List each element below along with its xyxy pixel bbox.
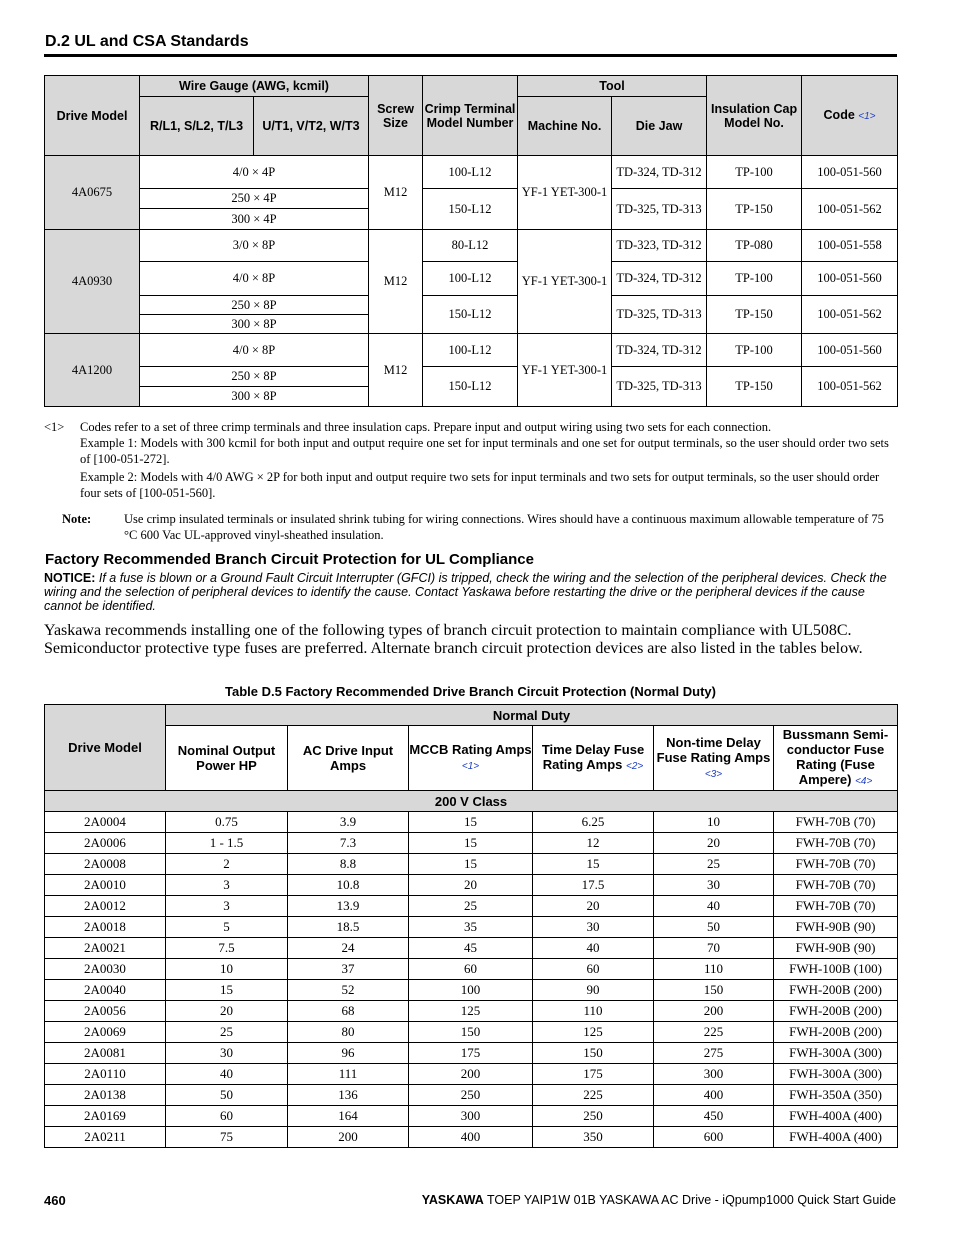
header-input-amps: AC Drive Input Amps: [288, 726, 409, 791]
screw-size: M12: [369, 334, 423, 407]
input-amps-cell: 13.9: [288, 896, 409, 917]
table-row: [45, 980, 898, 1001]
non-time-delay-fuse-cell: 150: [654, 980, 774, 1001]
drive-model-cell: 2A0008: [45, 854, 166, 875]
mccb-rating-cell: 20: [409, 875, 533, 896]
footer-title: TOEP YAIP1W 01B YASKAWA AC Drive - iQpump1000 Quick Start Guide: [487, 1193, 896, 1207]
table-caption: Table D.5 Factory Recommended Drive Branch Circuit Protection (Normal Duty): [225, 684, 716, 699]
time-delay-fuse-cell: 90: [533, 980, 654, 1001]
crimp-terminal: 100-L12: [423, 262, 518, 296]
mccb-rating-cell: 200: [409, 1064, 533, 1085]
crimp-terminal: 100-L12: [423, 156, 518, 189]
code: 100-051-558: [802, 230, 898, 262]
code: 100-051-560: [802, 156, 898, 189]
input-amps-cell: 7.3: [288, 833, 409, 854]
mccb-rating-cell: 175: [409, 1043, 533, 1064]
non-time-delay-fuse-cell: 10: [654, 812, 774, 833]
nominal-power-cell: 30: [166, 1043, 288, 1064]
mccb-rating-cell: 15: [409, 812, 533, 833]
header-die-jaw: Die Jaw: [612, 97, 707, 156]
footnote-ref: <1>: [461, 761, 480, 772]
non-time-delay-fuse-cell: 20: [654, 833, 774, 854]
table-row: [45, 1127, 898, 1148]
nominal-power-cell: 2: [166, 854, 288, 875]
mccb-rating-cell: 45: [409, 938, 533, 959]
notice-label: NOTICE:: [44, 571, 96, 585]
header-drive-model: Drive Model: [45, 705, 166, 791]
code: 100-051-560: [802, 262, 898, 296]
code: 100-051-562: [802, 296, 898, 334]
screw-size: M12: [369, 156, 423, 230]
nominal-power-cell: 0.75: [166, 812, 288, 833]
table-row: [45, 833, 898, 854]
wire-size: 250 × 8P: [140, 296, 369, 315]
non-time-delay-fuse-cell: 450: [654, 1106, 774, 1127]
footnote-ref: <2>: [626, 761, 644, 772]
drive-model-cell: 2A0006: [45, 833, 166, 854]
header-bussmann-fuse: Bussmann Semi-conductor Fuse Rating (Fuse Ampere) <4>: [774, 726, 898, 791]
time-delay-fuse-cell: 40: [533, 938, 654, 959]
code: 100-051-560: [802, 334, 898, 367]
footnote-marker: <1>: [44, 420, 65, 434]
crimp-terminal: 80-L12: [423, 230, 518, 262]
die-jaw: TD-323, TD-312: [612, 230, 707, 262]
bussmann-fuse-cell: FWH-70B (70): [774, 833, 898, 854]
section-rule: [44, 54, 897, 57]
crimp-terminal: 150-L12: [423, 296, 518, 334]
time-delay-fuse-cell: 12: [533, 833, 654, 854]
mccb-rating-cell: 150: [409, 1022, 533, 1043]
table-row: [45, 1106, 898, 1127]
bussmann-fuse-cell: FWH-200B (200): [774, 980, 898, 1001]
wire-size: 300 × 8P: [140, 387, 369, 407]
drive-model-cell: 2A0010: [45, 875, 166, 896]
insulation-cap: TP-100: [707, 334, 802, 367]
drive-model-cell: 2A0012: [45, 896, 166, 917]
insulation-cap: TP-100: [707, 156, 802, 189]
time-delay-fuse-cell: 17.5: [533, 875, 654, 896]
drive-model-cell: 2A0081: [45, 1043, 166, 1064]
input-amps-cell: 37: [288, 959, 409, 980]
wire-size: 300 × 8P: [140, 315, 369, 334]
mccb-rating-cell: 400: [409, 1127, 533, 1148]
insulation-cap: TP-080: [707, 230, 802, 262]
screw-size: M12: [369, 230, 423, 334]
notice: [44, 571, 900, 613]
branch-protection-table: [44, 704, 898, 1148]
subheading: Factory Recommended Branch Circuit Protection for UL Compliance: [45, 551, 534, 568]
mccb-rating-cell: 15: [409, 833, 533, 854]
note-text: Use crimp insulated terminals or insulated shrink tubing for wiring connections. Wires should have a continuous maximum allowable temperature of 75 °C 600 Vac UL-approved vinyl-sheathed insulation.: [124, 512, 884, 542]
drive-model-cell: 2A0110: [45, 1064, 166, 1085]
header-machine-no: Machine No.: [518, 97, 612, 156]
wire-size: 4/0 × 8P: [140, 334, 369, 367]
table-body: [45, 812, 898, 1148]
drive-model-cell: 2A0138: [45, 1085, 166, 1106]
drive-model-cell: 2A0069: [45, 1022, 166, 1043]
drive-model-cell: 2A0056: [45, 1001, 166, 1022]
nominal-power-cell: 25: [166, 1022, 288, 1043]
table-row: [45, 938, 898, 959]
drive-model-cell: 2A0018: [45, 917, 166, 938]
input-amps-cell: 52: [288, 980, 409, 1001]
time-delay-fuse-cell: 250: [533, 1106, 654, 1127]
input-amps-cell: 80: [288, 1022, 409, 1043]
nominal-power-cell: 7.5: [166, 938, 288, 959]
time-delay-fuse-cell: 125: [533, 1022, 654, 1043]
table-row: [45, 875, 898, 896]
header-non-time-delay-fuse: Non-time Delay Fuse Rating Amps <3>: [654, 726, 774, 791]
nominal-power-cell: 60: [166, 1106, 288, 1127]
non-time-delay-fuse-cell: 225: [654, 1022, 774, 1043]
insulation-cap: TP-100: [707, 262, 802, 296]
nominal-power-cell: 1 - 1.5: [166, 833, 288, 854]
bussmann-fuse-cell: FWH-300A (300): [774, 1043, 898, 1064]
mccb-rating-cell: 100: [409, 980, 533, 1001]
bussmann-fuse-cell: FWH-100B (100): [774, 959, 898, 980]
input-amps-cell: 10.8: [288, 875, 409, 896]
bussmann-fuse-cell: FWH-70B (70): [774, 854, 898, 875]
nominal-power-cell: 3: [166, 875, 288, 896]
footnote-ref: <3>: [704, 768, 723, 780]
footer-text: [422, 1193, 896, 1207]
code: 100-051-562: [802, 367, 898, 407]
nominal-power-cell: 20: [166, 1001, 288, 1022]
table-row: [45, 1001, 898, 1022]
crimp-terminal-table: [44, 75, 898, 407]
table-row: [45, 812, 898, 833]
voltage-class-row: 200 V Class: [45, 791, 898, 812]
non-time-delay-fuse-cell: 70: [654, 938, 774, 959]
input-amps-cell: 8.8: [288, 854, 409, 875]
drive-model-cell: 4A0930: [45, 230, 140, 334]
crimp-terminal: 150-L12: [423, 189, 518, 230]
insulation-cap: TP-150: [707, 296, 802, 334]
table-row: [45, 1043, 898, 1064]
mccb-rating-cell: 15: [409, 854, 533, 875]
nominal-power-cell: 40: [166, 1064, 288, 1085]
nominal-power-cell: 50: [166, 1085, 288, 1106]
die-jaw: TD-325, TD-313: [612, 367, 707, 407]
page-number: 460: [44, 1193, 66, 1208]
table-row: [45, 896, 898, 917]
body-paragraph: Yaskawa recommends installing one of the following types of branch circuit protection to maintain compliance with UL508C. Semiconductor protective type fuses are preferred. Alternate branch circuit protection devices are also listed in the tables below.: [44, 622, 863, 657]
mccb-rating-cell: 35: [409, 917, 533, 938]
non-time-delay-fuse-cell: 30: [654, 875, 774, 896]
input-amps-cell: 136: [288, 1085, 409, 1106]
header-crimp-terminal: Crimp Terminal Model Number: [423, 76, 518, 156]
machine-no: YF-1 YET-300-1: [518, 230, 612, 334]
table-row: [45, 1022, 898, 1043]
header-nominal-power: Nominal Output Power HP: [166, 726, 288, 791]
mccb-rating-cell: 25: [409, 896, 533, 917]
nominal-power-cell: 75: [166, 1127, 288, 1148]
drive-model-cell: 2A0040: [45, 980, 166, 1001]
bussmann-fuse-cell: FWH-200B (200): [774, 1001, 898, 1022]
bussmann-fuse-cell: FWH-90B (90): [774, 938, 898, 959]
crimp-terminal: 150-L12: [423, 367, 518, 407]
mccb-rating-cell: 60: [409, 959, 533, 980]
footnote-ref: <4>: [855, 776, 873, 787]
bussmann-fuse-cell: FWH-200B (200): [774, 1022, 898, 1043]
die-jaw: TD-324, TD-312: [612, 262, 707, 296]
footnote-example-1: Example 1: Models with 300 kcmil for both input and output require one set for input terminals and one set for output terminals, so the user should order two sets of [100-051-272].: [80, 436, 889, 466]
note-label: Note:: [62, 512, 92, 526]
non-time-delay-fuse-cell: 600: [654, 1127, 774, 1148]
drive-model-cell: 2A0169: [45, 1106, 166, 1127]
header-tool: Tool: [518, 76, 707, 97]
input-amps-cell: 96: [288, 1043, 409, 1064]
die-jaw: TD-325, TD-313: [612, 296, 707, 334]
header-screw-size: Screw Size: [369, 76, 423, 156]
drive-model-cell: 2A0021: [45, 938, 166, 959]
bussmann-fuse-cell: FWH-300A (300): [774, 1064, 898, 1085]
drive-model-cell: 4A1200: [45, 334, 140, 407]
header-code: Code <1>: [802, 76, 898, 156]
time-delay-fuse-cell: 175: [533, 1064, 654, 1085]
input-amps-cell: 3.9: [288, 812, 409, 833]
non-time-delay-fuse-cell: 110: [654, 959, 774, 980]
time-delay-fuse-cell: 6.25: [533, 812, 654, 833]
header-mccb: MCCB Rating Amps <1>: [409, 726, 533, 791]
wire-size: 300 × 4P: [140, 209, 369, 230]
drive-model-cell: 2A0030: [45, 959, 166, 980]
insulation-cap: TP-150: [707, 367, 802, 407]
non-time-delay-fuse-cell: 40: [654, 896, 774, 917]
time-delay-fuse-cell: 30: [533, 917, 654, 938]
wire-size: 250 × 4P: [140, 189, 369, 209]
time-delay-fuse-cell: 110: [533, 1001, 654, 1022]
header-output-terminals: U/T1, V/T2, W/T3: [254, 97, 369, 156]
table-row: [45, 917, 898, 938]
bussmann-fuse-cell: FWH-70B (70): [774, 896, 898, 917]
table-row: [45, 854, 898, 875]
non-time-delay-fuse-cell: 400: [654, 1085, 774, 1106]
time-delay-fuse-cell: 60: [533, 959, 654, 980]
wire-size: 4/0 × 8P: [140, 262, 369, 296]
time-delay-fuse-cell: 15: [533, 854, 654, 875]
die-jaw: TD-324, TD-312: [612, 334, 707, 367]
nominal-power-cell: 15: [166, 980, 288, 1001]
header-input-terminals: R/L1, S/L2, T/L3: [140, 97, 254, 156]
nominal-power-cell: 10: [166, 959, 288, 980]
non-time-delay-fuse-cell: 50: [654, 917, 774, 938]
nominal-power-cell: 3: [166, 896, 288, 917]
input-amps-cell: 200: [288, 1127, 409, 1148]
bussmann-fuse-cell: FWH-350A (350): [774, 1085, 898, 1106]
table-row: [45, 1085, 898, 1106]
machine-no: YF-1 YET-300-1: [518, 334, 612, 407]
footnote-ref: <1>: [858, 110, 876, 122]
input-amps-cell: 68: [288, 1001, 409, 1022]
mccb-rating-cell: 300: [409, 1106, 533, 1127]
footer-brand: YASKAWA: [421, 1193, 484, 1207]
machine-no: YF-1 YET-300-1: [518, 156, 612, 230]
footnote-example-2: Example 2: Models with 4/0 AWG × 2P for both input and output require two sets for input terminals and two sets for output terminals, so the user should order four sets of [100-051-560].: [80, 470, 880, 500]
crimp-terminal: 100-L12: [423, 334, 518, 367]
time-delay-fuse-cell: 350: [533, 1127, 654, 1148]
nominal-power-cell: 5: [166, 917, 288, 938]
time-delay-fuse-cell: 225: [533, 1085, 654, 1106]
code: 100-051-562: [802, 189, 898, 230]
non-time-delay-fuse-cell: 300: [654, 1064, 774, 1085]
header-normal-duty: Normal Duty: [166, 705, 898, 726]
non-time-delay-fuse-cell: 25: [654, 854, 774, 875]
non-time-delay-fuse-cell: 200: [654, 1001, 774, 1022]
wire-size: 3/0 × 8P: [140, 230, 369, 262]
drive-model-cell: 4A0675: [45, 156, 140, 230]
die-jaw: TD-324, TD-312: [612, 156, 707, 189]
input-amps-cell: 164: [288, 1106, 409, 1127]
wire-size: 4/0 × 4P: [140, 156, 369, 189]
bussmann-fuse-cell: FWH-400A (400): [774, 1127, 898, 1148]
input-amps-cell: 111: [288, 1064, 409, 1085]
footnote-text: Codes refer to a set of three crimp terminals and three insulation caps. Prepare input and output wiring using two sets for each connection.: [80, 420, 772, 434]
time-delay-fuse-cell: 20: [533, 896, 654, 917]
header-insulation-cap: Insulation Cap Model No.: [707, 76, 802, 156]
input-amps-cell: 18.5: [288, 917, 409, 938]
wire-size: 250 × 8P: [140, 367, 369, 387]
table-row: [45, 959, 898, 980]
input-amps-cell: 24: [288, 938, 409, 959]
header-time-delay-fuse: Time Delay Fuse Rating Amps <2>: [533, 726, 654, 791]
section-title: D.2 UL and CSA Standards: [45, 33, 249, 50]
mccb-rating-cell: 125: [409, 1001, 533, 1022]
bussmann-fuse-cell: FWH-70B (70): [774, 875, 898, 896]
bussmann-fuse-cell: FWH-90B (90): [774, 917, 898, 938]
insulation-cap: TP-150: [707, 189, 802, 230]
die-jaw: TD-325, TD-313: [612, 189, 707, 230]
header-wire-gauge: Wire Gauge (AWG, kcmil): [140, 76, 369, 97]
notice-text: If a fuse is blown or a Ground Fault Circuit Interrupter (GFCI) is tripped, check the wiring and the selection of the peripheral devices. Check the wiring and the selection of peripheral devices to identify the cause. Contact Yaskawa before restarting the drive or the peripheral devices if the cause cannot be identified.: [44, 571, 887, 613]
time-delay-fuse-cell: 150: [533, 1043, 654, 1064]
table-row: [45, 1064, 898, 1085]
header-drive-model: Drive Model: [45, 76, 140, 156]
drive-model-cell: 2A0211: [45, 1127, 166, 1148]
non-time-delay-fuse-cell: 275: [654, 1043, 774, 1064]
mccb-rating-cell: 250: [409, 1085, 533, 1106]
drive-model-cell: 2A0004: [45, 812, 166, 833]
bussmann-fuse-cell: FWH-70B (70): [774, 812, 898, 833]
bussmann-fuse-cell: FWH-400A (400): [774, 1106, 898, 1127]
